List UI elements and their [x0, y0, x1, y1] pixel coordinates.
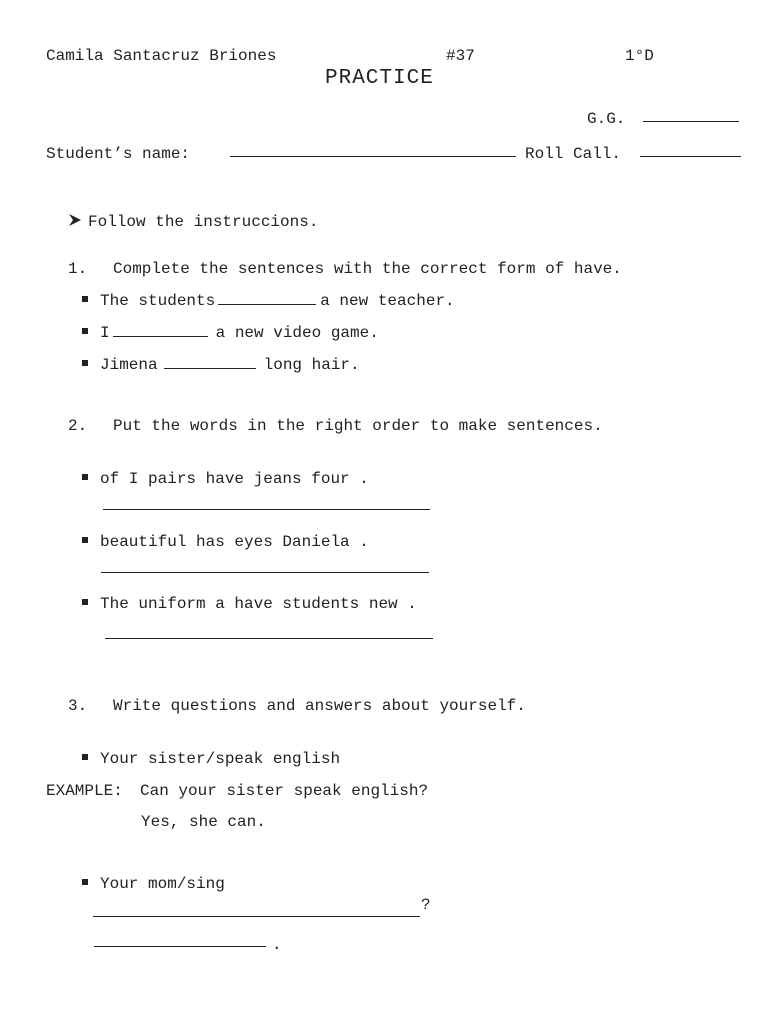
example-question: Can your sister speak english? — [140, 782, 429, 800]
square-bullet-icon — [82, 360, 88, 366]
item-text-before: Jimena — [100, 356, 158, 374]
section3-title: Write questions and answers about yourself. — [113, 697, 526, 715]
item-text-after: a new video game. — [215, 324, 379, 342]
arrowhead-bullet-icon — [68, 213, 82, 231]
square-bullet-icon — [82, 537, 88, 543]
instructions-text: Follow the instruccions. — [88, 213, 319, 231]
gg-label: G.G. — [587, 110, 626, 128]
section1-heading — [68, 260, 622, 278]
roll-label: Roll Call. — [525, 145, 622, 163]
section1-item — [82, 292, 455, 310]
answer-line[interactable] — [103, 509, 430, 510]
answer-blank[interactable] — [113, 324, 208, 337]
scrambled-words: The uniform a have students new . — [100, 595, 417, 613]
section1-item — [82, 324, 379, 342]
gg-blank[interactable] — [643, 121, 739, 122]
example-label: EXAMPLE: — [46, 782, 123, 800]
class-group: 1°D — [625, 47, 654, 65]
question-mark: ? — [421, 896, 431, 914]
section2-item — [82, 470, 369, 488]
square-bullet-icon — [82, 474, 88, 480]
section1-title: Complete the sentences with the correct form of have. — [113, 260, 622, 278]
name-blank[interactable] — [230, 156, 516, 157]
page-title: PRACTICE — [325, 67, 434, 90]
example-prompt — [82, 750, 340, 768]
item-text-after: a new teacher. — [320, 292, 455, 310]
square-bullet-icon — [82, 879, 88, 885]
section2-item — [82, 533, 369, 551]
scrambled-words: of I pairs have jeans four . — [100, 470, 369, 488]
student-name-text: Camila Santacruz Briones — [46, 47, 277, 65]
section1-item — [82, 356, 360, 374]
example-prompt-text: Your sister/speak english — [100, 750, 341, 768]
item-text-before: I — [100, 324, 110, 342]
period-mark: . — [272, 936, 282, 954]
answer-line[interactable] — [94, 946, 266, 947]
section2-item — [82, 595, 417, 613]
square-bullet-icon — [82, 754, 88, 760]
list-number: #37 — [446, 47, 475, 65]
item-text-before: The students — [100, 292, 216, 310]
task-prompt-text: Your mom/sing — [100, 875, 225, 893]
example-answer: Yes, she can. — [141, 813, 266, 831]
section2-heading — [68, 417, 603, 435]
section2-title: Put the words in the right order to make sentences. — [113, 417, 603, 435]
question-answer-line[interactable] — [93, 916, 420, 917]
section3-heading — [68, 697, 526, 715]
answer-line[interactable] — [105, 638, 433, 639]
section2-number: 2. — [68, 417, 88, 435]
answer-blank[interactable] — [164, 356, 256, 369]
instructions-line — [68, 213, 318, 231]
square-bullet-icon — [82, 328, 88, 334]
name-label: Student’s name: — [46, 145, 191, 163]
scrambled-words: beautiful has eyes Daniela . — [100, 533, 369, 551]
section1-number: 1. — [68, 260, 88, 278]
item-text-after: long hair. — [263, 356, 360, 374]
square-bullet-icon — [82, 296, 88, 302]
answer-line[interactable] — [101, 572, 429, 573]
roll-blank[interactable] — [640, 156, 741, 157]
square-bullet-icon — [82, 599, 88, 605]
answer-blank[interactable] — [218, 292, 316, 305]
task-prompt — [82, 875, 225, 893]
section3-number: 3. — [68, 697, 88, 715]
